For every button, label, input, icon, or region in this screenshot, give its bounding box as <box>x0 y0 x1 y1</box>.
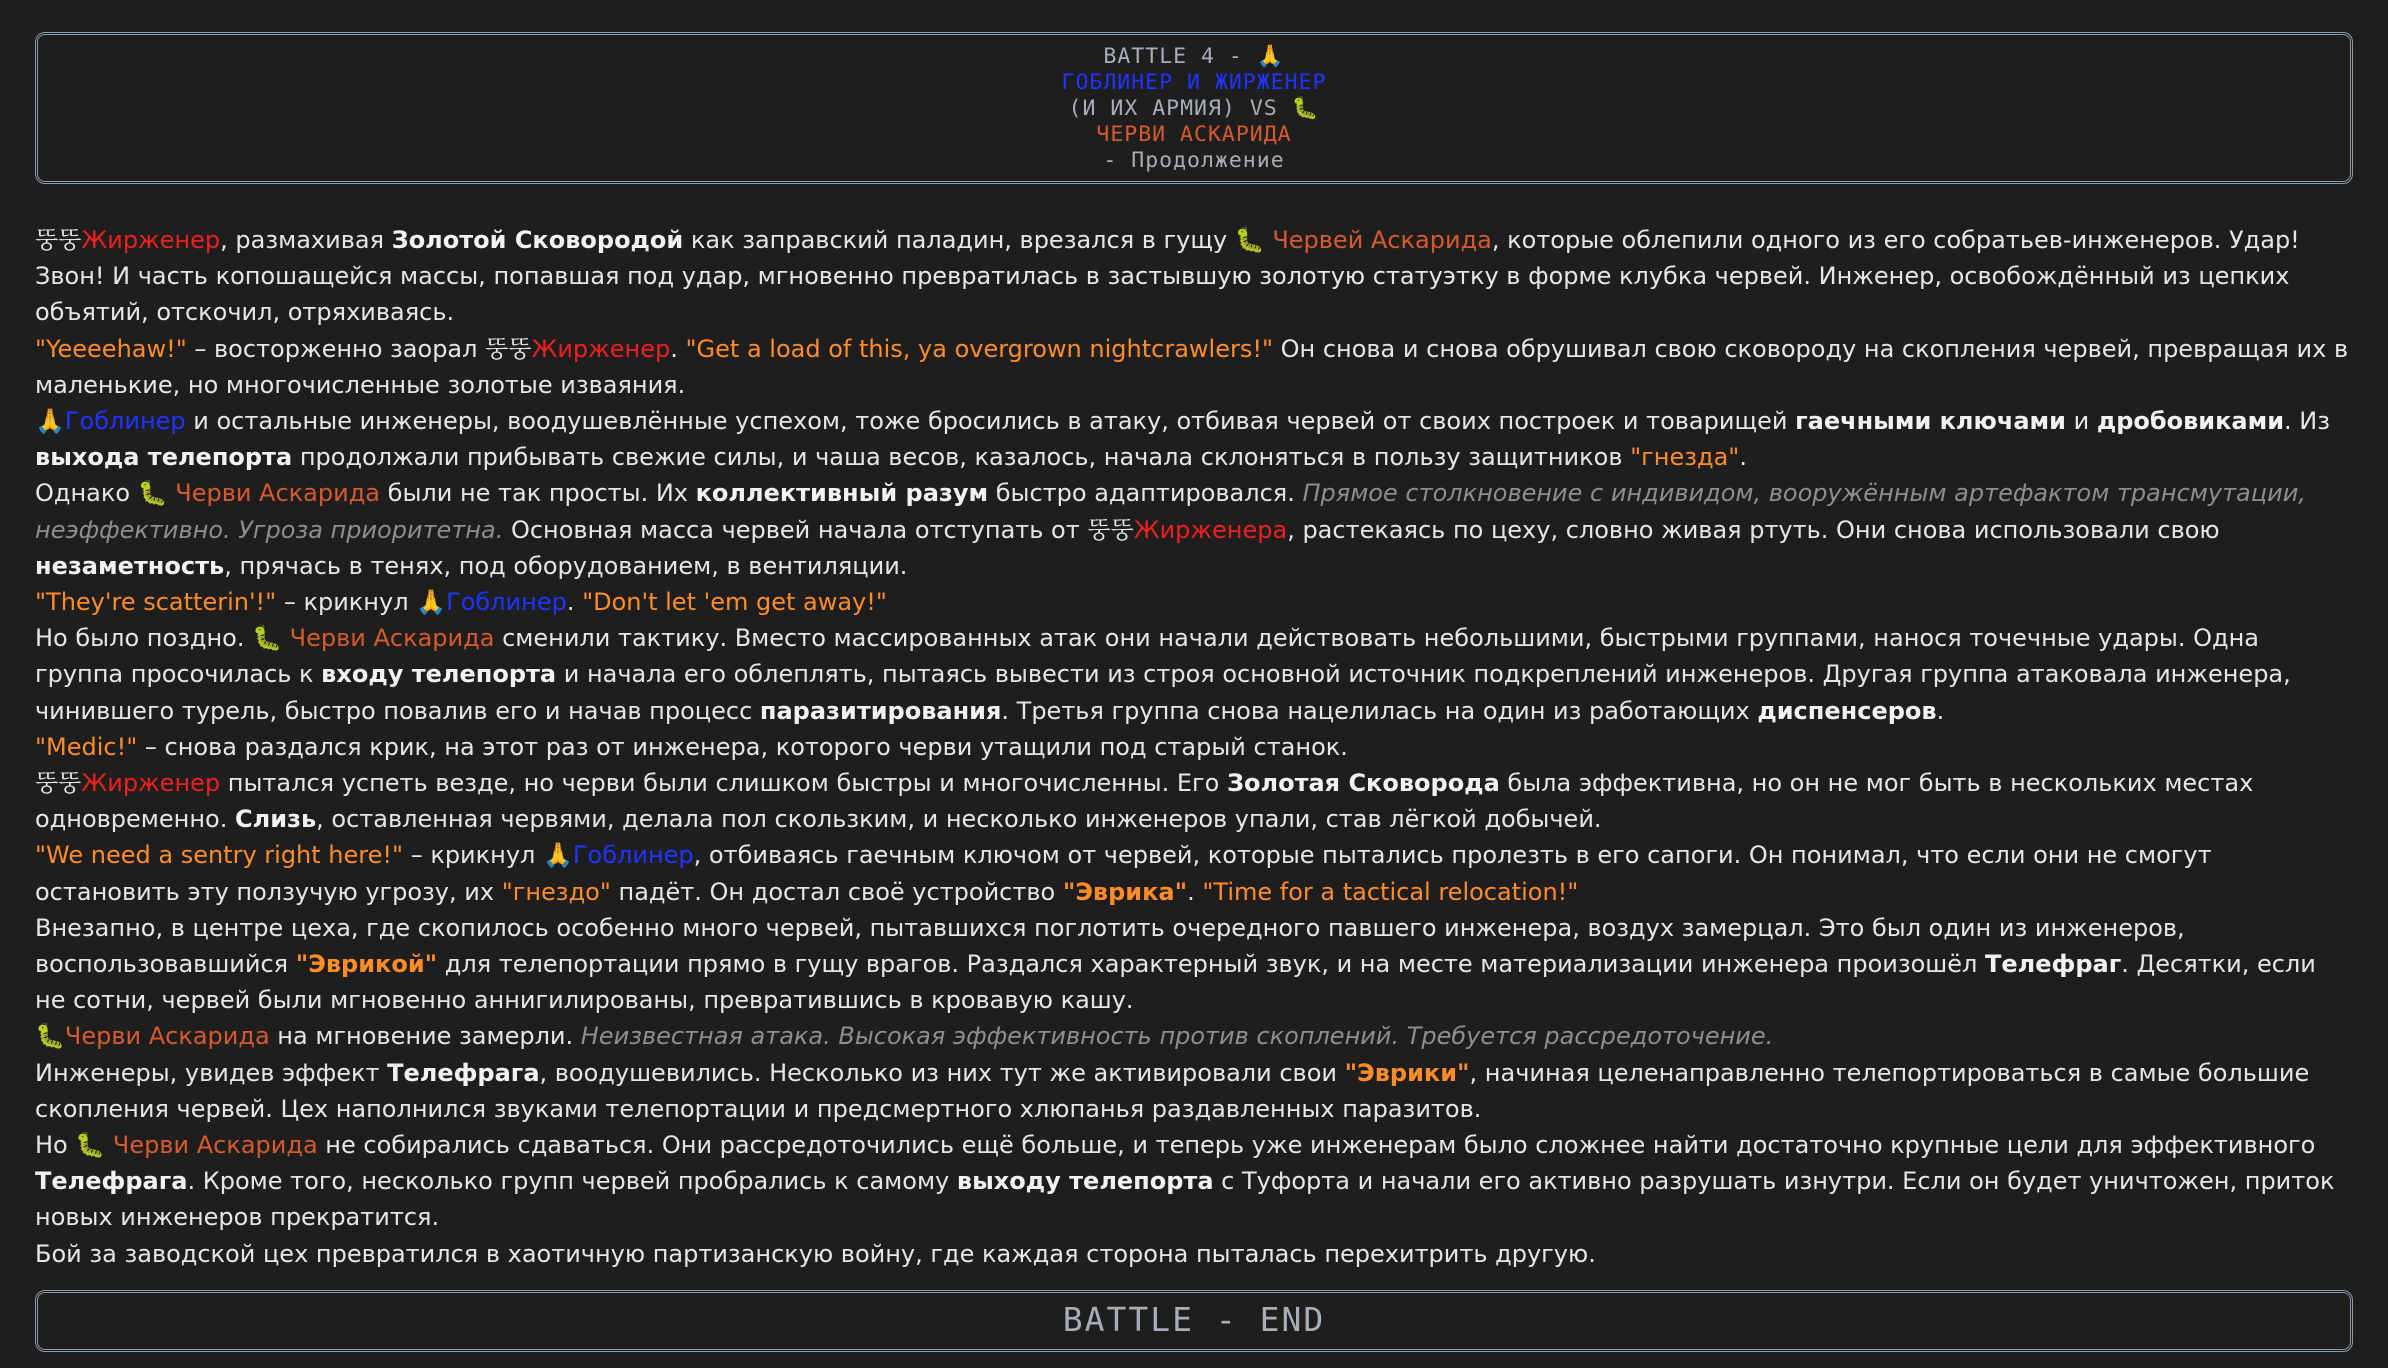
gobliner-icon: 🙏 <box>416 588 447 617</box>
story-paragraph: "Yeeeehaw!" – восторженно заорал 뚱뚱Жирженер. "Get a load of this, ya overgrown nightcrawlers!" Он снова и снова обрушивал свою сковороду на скопления червей, превращая их в маленькие, но многочисленные золотые изваяния. <box>35 334 2349 399</box>
item-eureka: "Эврики" <box>1344 1058 1470 1087</box>
quote: "Time for a tactical relocation!" <box>1202 877 1579 906</box>
story-paragraph <box>35 1236 2353 1272</box>
name-gobliner: Гоблинер <box>64 407 186 436</box>
story-text: продолжали прибывать свежие силы, и чаша весов, казалось, начала склоняться в пользу защитников <box>292 443 1631 472</box>
item-eureka: "Эврикой" <box>295 950 438 979</box>
story-text: быстро адаптировался. <box>988 479 1303 508</box>
item-dispensers: диспенсеров <box>1757 696 1937 725</box>
story-paragraph <box>35 910 2353 1019</box>
name-worms: Черви Аскарида <box>64 1022 270 1051</box>
story-text: . Третья группа снова нацелилась на один из работающих <box>1001 696 1758 725</box>
quote: "They're scatterin'!" <box>35 588 277 617</box>
story-text: пытался успеть везде, но черви были слишком быстры и многочисленны. Его <box>220 769 1227 798</box>
story-text: . <box>1187 877 1203 906</box>
item-teleport-exit: выхода телепорта <box>35 443 293 472</box>
story-text: . Десятки, если не сотни, червей были мгновенно аннигилированы, превратившись в кровавую кашу. <box>35 950 2316 1015</box>
battle-team-b: ЧЕРВИ АСКАРИДА <box>1096 122 1292 147</box>
story-text: , оставленная червями, делала пол скользким, и несколько инженеров упали, став лёгкой добычей. <box>316 805 1602 834</box>
story-text: Внезапно, в центре цеха, где скопилось особенно много червей, пытавшихся поглотить очередного павшего инженера, воздух замерцал. Это был один из инженеров, воспользовавшийся <box>35 913 2185 979</box>
story-text: . <box>1739 443 1747 472</box>
battle-end-box <box>35 1290 2353 1352</box>
name-zhirzhener: Жирженер <box>81 769 221 798</box>
story-text: , начиная целенаправленно телепортироваться в самые большие скопления червей. Цех наполнился звуками телепортации и предсмертного хлюпанья раздавленных паразитов. <box>35 1058 2310 1123</box>
name-worms: Черви Аскарида <box>112 1131 318 1160</box>
story-text: . Кроме того, несколько групп червей пробрались к самому <box>187 1167 957 1196</box>
story-paragraph <box>35 1055 2353 1127</box>
story-text: падёт. Он достал своё устройство <box>610 877 1063 906</box>
story-text: и остальные инженеры, воодушевлённые успехом, тоже бросились в атаку, отбивая червей от своих построек и товарищей <box>185 407 1796 436</box>
story-text: была эффективна, но он не мог быть в нескольких местах одновременно. <box>35 769 2254 834</box>
term-slime: Слизь <box>235 805 317 834</box>
zhirzhener-icon: 뚱뚱 <box>35 226 82 254</box>
quote: "Medic!" <box>35 732 138 761</box>
story-text: и <box>2065 407 2097 436</box>
worm-icon: 🐛 <box>75 1131 106 1160</box>
name-zhirzhener: Жирженер <box>81 226 221 254</box>
story-text: Инженеры, увидев эффект <box>35 1058 388 1087</box>
quote: "Don't let 'em get away!" <box>582 588 887 617</box>
story-text: , которые облепили одного из его собратьев-инженеров. Удар! Звон! И часть копошащейся массы, попавшая под удар, мгновенно превратилась в застывшую золотую статуэтку в форме клубка червей. Инженер, освобождённый из цепких объятий, отскочил, отряхиваясь. <box>35 226 2300 327</box>
battle-versus: (И ИХ АРМИЯ) VS 🐛 <box>1068 96 1320 121</box>
name-worms: Черви Аскарида <box>175 479 381 508</box>
worm-thought: Прямое столкновение с индивидом, вооружённым артефактом трансмутации, неэффективно. Угроза приоритетна. <box>35 479 2306 544</box>
story-paragraph <box>35 729 2353 765</box>
worm-thought: Неизвестная атака. Высокая эффективность против скоплений. Требуется рассредоточение. <box>580 1022 1774 1051</box>
worm-icon: 🐛 <box>1234 226 1265 254</box>
name-zhirzhener: Жирженера <box>1133 515 1288 544</box>
story-text: и начала его облеплять, пытаясь вывести из строя основной источник подкреплений инженеров. Другая группа атаковала инженера, чинившего турель, быстро повалив его и начав процесс <box>35 660 2291 725</box>
zhirzhener-icon: 뚱뚱 <box>485 334 532 363</box>
story-text: , прячась в тенях, под оборудованием, в вентиляции. <box>224 551 908 580</box>
story-paragraph <box>35 1018 2353 1054</box>
worm-icon: 🐛 <box>137 479 168 508</box>
story-text: как заправский паладин, врезался в гущу <box>683 226 1235 254</box>
story-text: – снова раздался крик, на этот раз от инженера, которого черви утащили под старый станок. <box>137 732 1348 761</box>
story-text: . <box>566 588 583 617</box>
quote: "Get a load of this, ya overgrown nightcrawlers!" <box>685 334 1273 363</box>
story-text: . Из <box>2284 407 2331 436</box>
battle-story <box>35 222 2353 1272</box>
battle-header-box <box>35 32 2353 184</box>
story-text: – восторженно заорал <box>186 334 486 363</box>
item-eureka: "Эврика" <box>1062 877 1188 906</box>
story-text: для телепортации прямо в гущу врагов. Раздался характерный звук, и на месте материализации инженера произошёл <box>437 950 1985 979</box>
battle-subtitle: - Продолжение <box>1103 148 1285 173</box>
term-hive-mind: коллективный разум <box>695 479 989 508</box>
item-golden-pan: Золотой Сковородой <box>391 226 684 254</box>
story-text: – крикнул <box>276 588 417 617</box>
worm-icon: 🐛 <box>35 1022 65 1051</box>
term-stealth: незаметность <box>35 551 225 580</box>
story-text: сменили тактику. Вместо массированных атак они начали действовать небольшими, быстрыми группами, нанося точечные удары. Одна группа просочилась к <box>35 624 2259 689</box>
story-text: на мгновение замерли. <box>269 1022 581 1051</box>
item-shotguns: дробовиками <box>2096 407 2285 436</box>
item-golden-pan: Золотая Сковорода <box>1226 769 1500 798</box>
story-text: Он снова и снова обрушивал свою сковороду на скопления червей, превращая их в маленькие, но многочисленные золотые изваяния. <box>35 334 2349 399</box>
story-text: , растекаясь по цеху, словно живая ртуть. Они снова использовали свою <box>1287 515 2220 544</box>
quote: "We need a sentry right here!" <box>35 841 404 870</box>
story-text: не собирались сдаваться. Они рассредоточились ещё больше, и теперь уже инженерам было сложнее найти достаточно крупные цели для эффективного <box>317 1131 2316 1160</box>
story-text: с Туфорта и начали его активно разрушать изнутри. Если он будет уничтожен, приток новых инженеров прекратится. <box>35 1167 2335 1232</box>
name-gobliner: Гоблинер <box>572 841 694 870</box>
item-teleport-exit: выходу телепорта <box>956 1167 1214 1196</box>
zhirzhener-icon: 뚱뚱 <box>35 769 82 798</box>
story-paragraph <box>35 222 2353 331</box>
item-wrenches: гаечными ключами <box>1795 407 2066 436</box>
term-telefrag: Телефрага <box>35 1167 188 1196</box>
name-zhirzhener: Жирженер <box>531 334 671 363</box>
battle-team-a: ГОБЛИНЕР И ЖИРЖЕНЕР <box>1061 70 1327 95</box>
story-paragraph <box>35 837 2353 909</box>
story-paragraph <box>35 765 2353 837</box>
story-text: Но было поздно. <box>35 624 253 653</box>
gobliner-icon: 🙏 <box>35 407 65 436</box>
story-text: Основная масса червей начала отступать от <box>503 515 1088 544</box>
quote: "гнезда" <box>1630 443 1740 472</box>
battle-end-label: BATTLE - END <box>1062 1299 1326 1339</box>
item-teleport-entrance: входу телепорта <box>321 660 557 689</box>
story-paragraph <box>35 1127 2353 1236</box>
term-telefrag: Телефраг <box>1985 950 2122 979</box>
name-gobliner: Гоблинер <box>446 588 567 617</box>
term-parasitizing: паразитирования <box>759 696 1002 725</box>
story-text: Бой за заводской цех превратился в хаотичную партизанскую войну, где каждая сторона пыталась перехитрить другую. <box>35 1239 1596 1268</box>
gobliner-icon: 🙏 <box>543 841 573 870</box>
story-text: . <box>1936 696 1945 725</box>
story-paragraph <box>35 403 2353 475</box>
story-text: , отбиваясь гаечным ключом от червей, которые пытались пролезть в его сапоги. Он понимал, что если они не смогут остановить эту ползучую угрозу, их <box>35 841 2212 906</box>
quote: "Yeeeehaw!" <box>35 334 187 363</box>
story-text: были не так просты. Их <box>380 479 696 508</box>
story-text: , размахивая <box>220 226 392 254</box>
zhirzhener-icon: 뚱뚱 <box>1087 515 1134 544</box>
story-paragraph <box>35 584 2353 620</box>
story-text: – крикнул <box>403 841 544 870</box>
story-paragraph <box>35 620 2353 729</box>
story-paragraph <box>35 475 2353 584</box>
story-text: , воодушевились. Несколько из них тут же активировали свои <box>539 1058 1345 1087</box>
story-text: Однако <box>35 479 138 508</box>
story-text: Но <box>35 1131 76 1160</box>
battle-title: BATTLE 4 - 🙏 <box>1103 44 1285 69</box>
quote: "гнездо" <box>501 877 611 906</box>
worm-icon: 🐛 <box>252 624 283 653</box>
term-telefrag: Телефрага <box>387 1058 540 1087</box>
name-worms: Черви Аскарида <box>289 624 495 653</box>
name-worms: Червей Аскарида <box>1272 226 1492 254</box>
